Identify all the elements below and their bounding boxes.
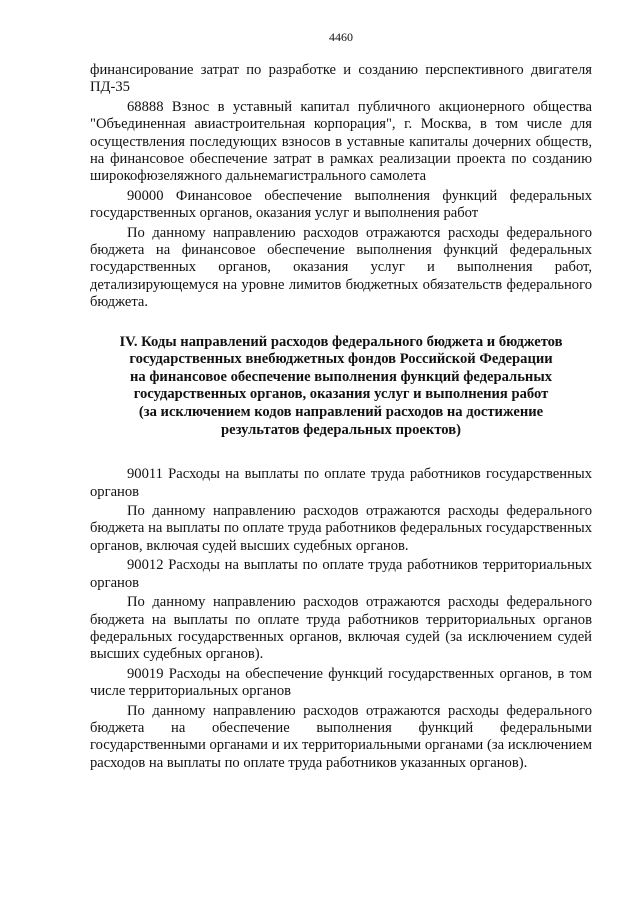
section-heading-line: IV. Коды направлений расходов федерального бюджета и бюджетов bbox=[119, 333, 563, 350]
paragraph-code-90000: 90000 Финансовое обеспечение выполнения функций федеральных государственных органов, оказания услуг и выполнения работ bbox=[90, 187, 592, 222]
paragraph-90000-description: По данному направлению расходов отражаются расходы федерального бюджета на финансовое обеспечение выполнения функций федеральных государственных органов, оказания услуг и выполнения работ, детализирующемуся на уровне лимитов бюджетных обязательств федерального бюджета. bbox=[90, 224, 592, 311]
paragraph-code-90011: 90011 Расходы на выплаты по оплате труда работников государственных органов bbox=[90, 466, 592, 500]
section-heading-iv bbox=[90, 334, 592, 440]
page-number: 4460 bbox=[329, 30, 353, 44]
section-heading-line: на финансовое обеспечение выполнения функций федеральных bbox=[129, 368, 553, 385]
paragraph-code-90012: 90012 Расходы на выплаты по оплате труда работников территориальных органов bbox=[90, 557, 592, 591]
section-heading-line: (за исключением кодов направлений расходов на достижение bbox=[138, 404, 544, 421]
paragraph-90011-description: По данному направлению расходов отражаются расходы федерального бюджета на выплаты по оплате труда работников федеральных государственных органов, включая судей высших судебных органов. bbox=[90, 503, 592, 554]
section-spacer bbox=[90, 439, 592, 466]
document-page bbox=[90, 30, 592, 774]
section-heading-line: результатов федеральных проектов) bbox=[221, 421, 461, 438]
paragraph-continuation: финансирование затрат по разработке и созданию перспективного двигателя ПД-35 bbox=[90, 62, 592, 96]
paragraph-code-90019: 90019 Расходы на обеспечение функций государственных органов, в том числе территориальных органов bbox=[90, 665, 592, 700]
section-heading-line: государственных внебюджетных фондов Российской Федерации bbox=[129, 351, 553, 368]
paragraph-90019-description: По данному направлению расходов отражаются расходы федерального бюджета на обеспечение выполнения функций федеральными государственными органами и их территориальными органами (за исключением расходов на выплаты по оплате труда работников указанных органов). bbox=[90, 702, 592, 771]
paragraph-code-68888: 68888 Взнос в уставный капитал публичного акционерного общества "Объединенная авиастроительная корпорация", г. Москва, в том числе для осуществления последующих взносов в уставные капиталы дочерних обществ, на финансовое обеспечение затрат в рамках реализации проекта по созданию широкофюзеляжного дальнемагистрального самолета bbox=[90, 98, 592, 185]
section-heading-line: государственных органов, оказания услуг и выполнения работ bbox=[133, 386, 549, 403]
paragraph-90012-description: По данному направлению расходов отражаются расходы федерального бюджета на выплаты по оплате труда работников территориальных органов федеральных государственных органов, включая судей (за исключением судей высших судебных органов). bbox=[90, 594, 592, 663]
